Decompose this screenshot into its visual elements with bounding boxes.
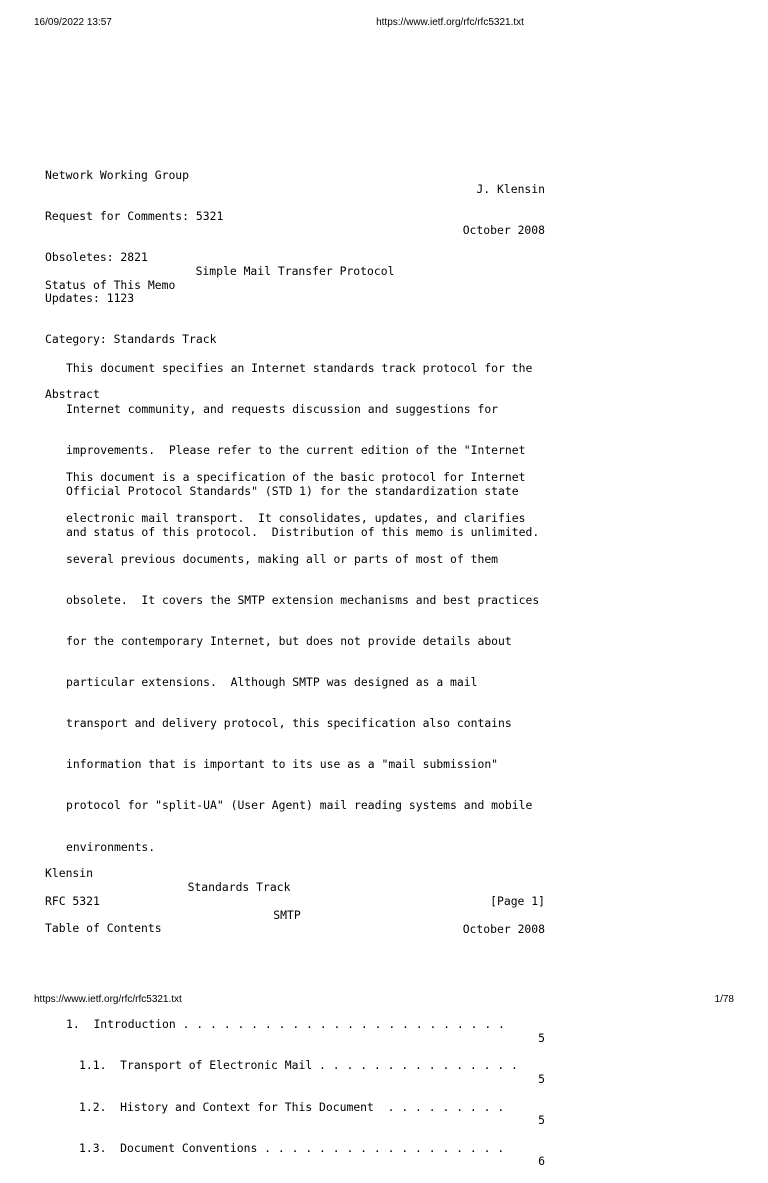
- page2-short-title: SMTP: [273, 907, 301, 922]
- print-datetime: 16/09/2022 13:57: [34, 17, 112, 28]
- spacer: [45, 321, 539, 335]
- abstract-line: particular extensions. Although SMTP was designed as a mail: [66, 675, 478, 690]
- status-line: Internet community, and requests discussion and suggestions for: [66, 401, 499, 416]
- print-page-counter: 1/78: [714, 994, 734, 1005]
- toc-entry[interactable]: [45, 1046, 545, 1087]
- rfc-header-row: [45, 155, 545, 196]
- footer-track: Standards Track: [187, 879, 291, 894]
- toc-heading: Table of Contents: [45, 921, 162, 936]
- toc-number: 1.3.: [79, 1140, 107, 1155]
- toc-number: 1.: [66, 1017, 80, 1032]
- rfc-header-row: [45, 197, 545, 237]
- header-group: Network Working Group: [45, 168, 190, 183]
- spacer: [45, 430, 539, 444]
- footer-page-number: [Page 1]: [490, 893, 545, 908]
- toc-dots: . . . . . . . . .: [373, 1099, 505, 1114]
- abstract-section: [45, 361, 539, 868]
- toc-entry[interactable]: [45, 1128, 545, 1169]
- toc-page: 5: [538, 1113, 545, 1128]
- toc-dots: . . . . . . . . . . . . . . . . . .: [257, 1140, 505, 1155]
- toc-entry-text: [79, 1059, 518, 1073]
- toc-number: 1.1.: [79, 1058, 107, 1073]
- status-line: and status of this protocol. Distribution of this memo is unlimited.: [66, 525, 540, 540]
- header-author: J. Klensin: [476, 181, 545, 196]
- toc-entry-text: [79, 1142, 504, 1156]
- document-title: Simple Mail Transfer Protocol: [195, 264, 395, 279]
- abstract-line: for the contemporary Internet, but does not provide details about: [66, 634, 512, 649]
- toc-title: Document Conventions: [120, 1140, 258, 1155]
- footer-author: Klensin: [45, 866, 94, 881]
- toc-page: 5: [538, 1031, 545, 1046]
- abstract-line: electronic mail transport. It consolidates, updates, and clarifies: [66, 510, 526, 525]
- toc-dots: . . . . . . . . . . . . . . .: [312, 1058, 518, 1073]
- toc-title: History and Context for This Document: [120, 1099, 374, 1114]
- abstract-line: environments.: [66, 839, 156, 854]
- toc-page: 6: [538, 1154, 545, 1169]
- toc-title: Transport of Electronic Mail: [120, 1058, 313, 1073]
- table-of-contents: [45, 895, 545, 1169]
- toc-number: 1.2.: [79, 1099, 107, 1114]
- header-updates: Updates: 1123: [45, 291, 135, 306]
- header-date: October 2008: [462, 222, 545, 237]
- toc-entry-text: [66, 1018, 505, 1032]
- abstract-heading: Abstract: [45, 387, 100, 402]
- abstract-line: protocol for "split-UA" (User Agent) mail reading systems and mobile: [66, 798, 533, 813]
- abstract-line: transport and delivery protocol, this specification also contains: [66, 716, 512, 731]
- toc-title: Introduction: [93, 1017, 176, 1032]
- abstract-line: several previous documents, making all or parts of most of them: [66, 551, 499, 566]
- header-obsoletes: Obsoletes: 2821: [45, 250, 148, 265]
- toc-page: 5: [538, 1072, 545, 1087]
- abstract-line: information that is important to its use as a "mail submission": [66, 757, 499, 772]
- status-line: Official Protocol Standards" (STD 1) for the standardization state: [66, 483, 519, 498]
- status-line: This document specifies an Internet standards track protocol for the: [66, 360, 533, 375]
- abstract-line: This document is a specification of the basic protocol for Internet: [66, 469, 526, 484]
- page2-rfc-number: RFC 5321: [45, 894, 100, 909]
- spacer: [45, 964, 545, 978]
- print-footer: [0, 994, 768, 1008]
- toc-dots: . . . . . . . . . . . . . . . . . . . . . . . .: [175, 1017, 505, 1032]
- toc-entry-text: [79, 1101, 504, 1115]
- status-line: improvements. Please refer to the current edition of the "Internet: [66, 442, 526, 457]
- print-header: [0, 17, 768, 31]
- toc-entry[interactable]: [45, 1087, 545, 1128]
- abstract-line: obsolete. It covers the SMTP extension mechanisms and best practices: [66, 592, 540, 607]
- print-url: https://www.ietf.org/rfc/rfc5321.txt: [376, 17, 524, 28]
- status-heading: Status of This Memo: [45, 278, 176, 293]
- header-rfc-number: Request for Comments: 5321: [45, 209, 224, 224]
- header-category: Category: Standards Track: [45, 332, 217, 347]
- page2-date: October 2008: [462, 921, 545, 936]
- print-footer-url: https://www.ietf.org/rfc/rfc5321.txt: [34, 994, 182, 1005]
